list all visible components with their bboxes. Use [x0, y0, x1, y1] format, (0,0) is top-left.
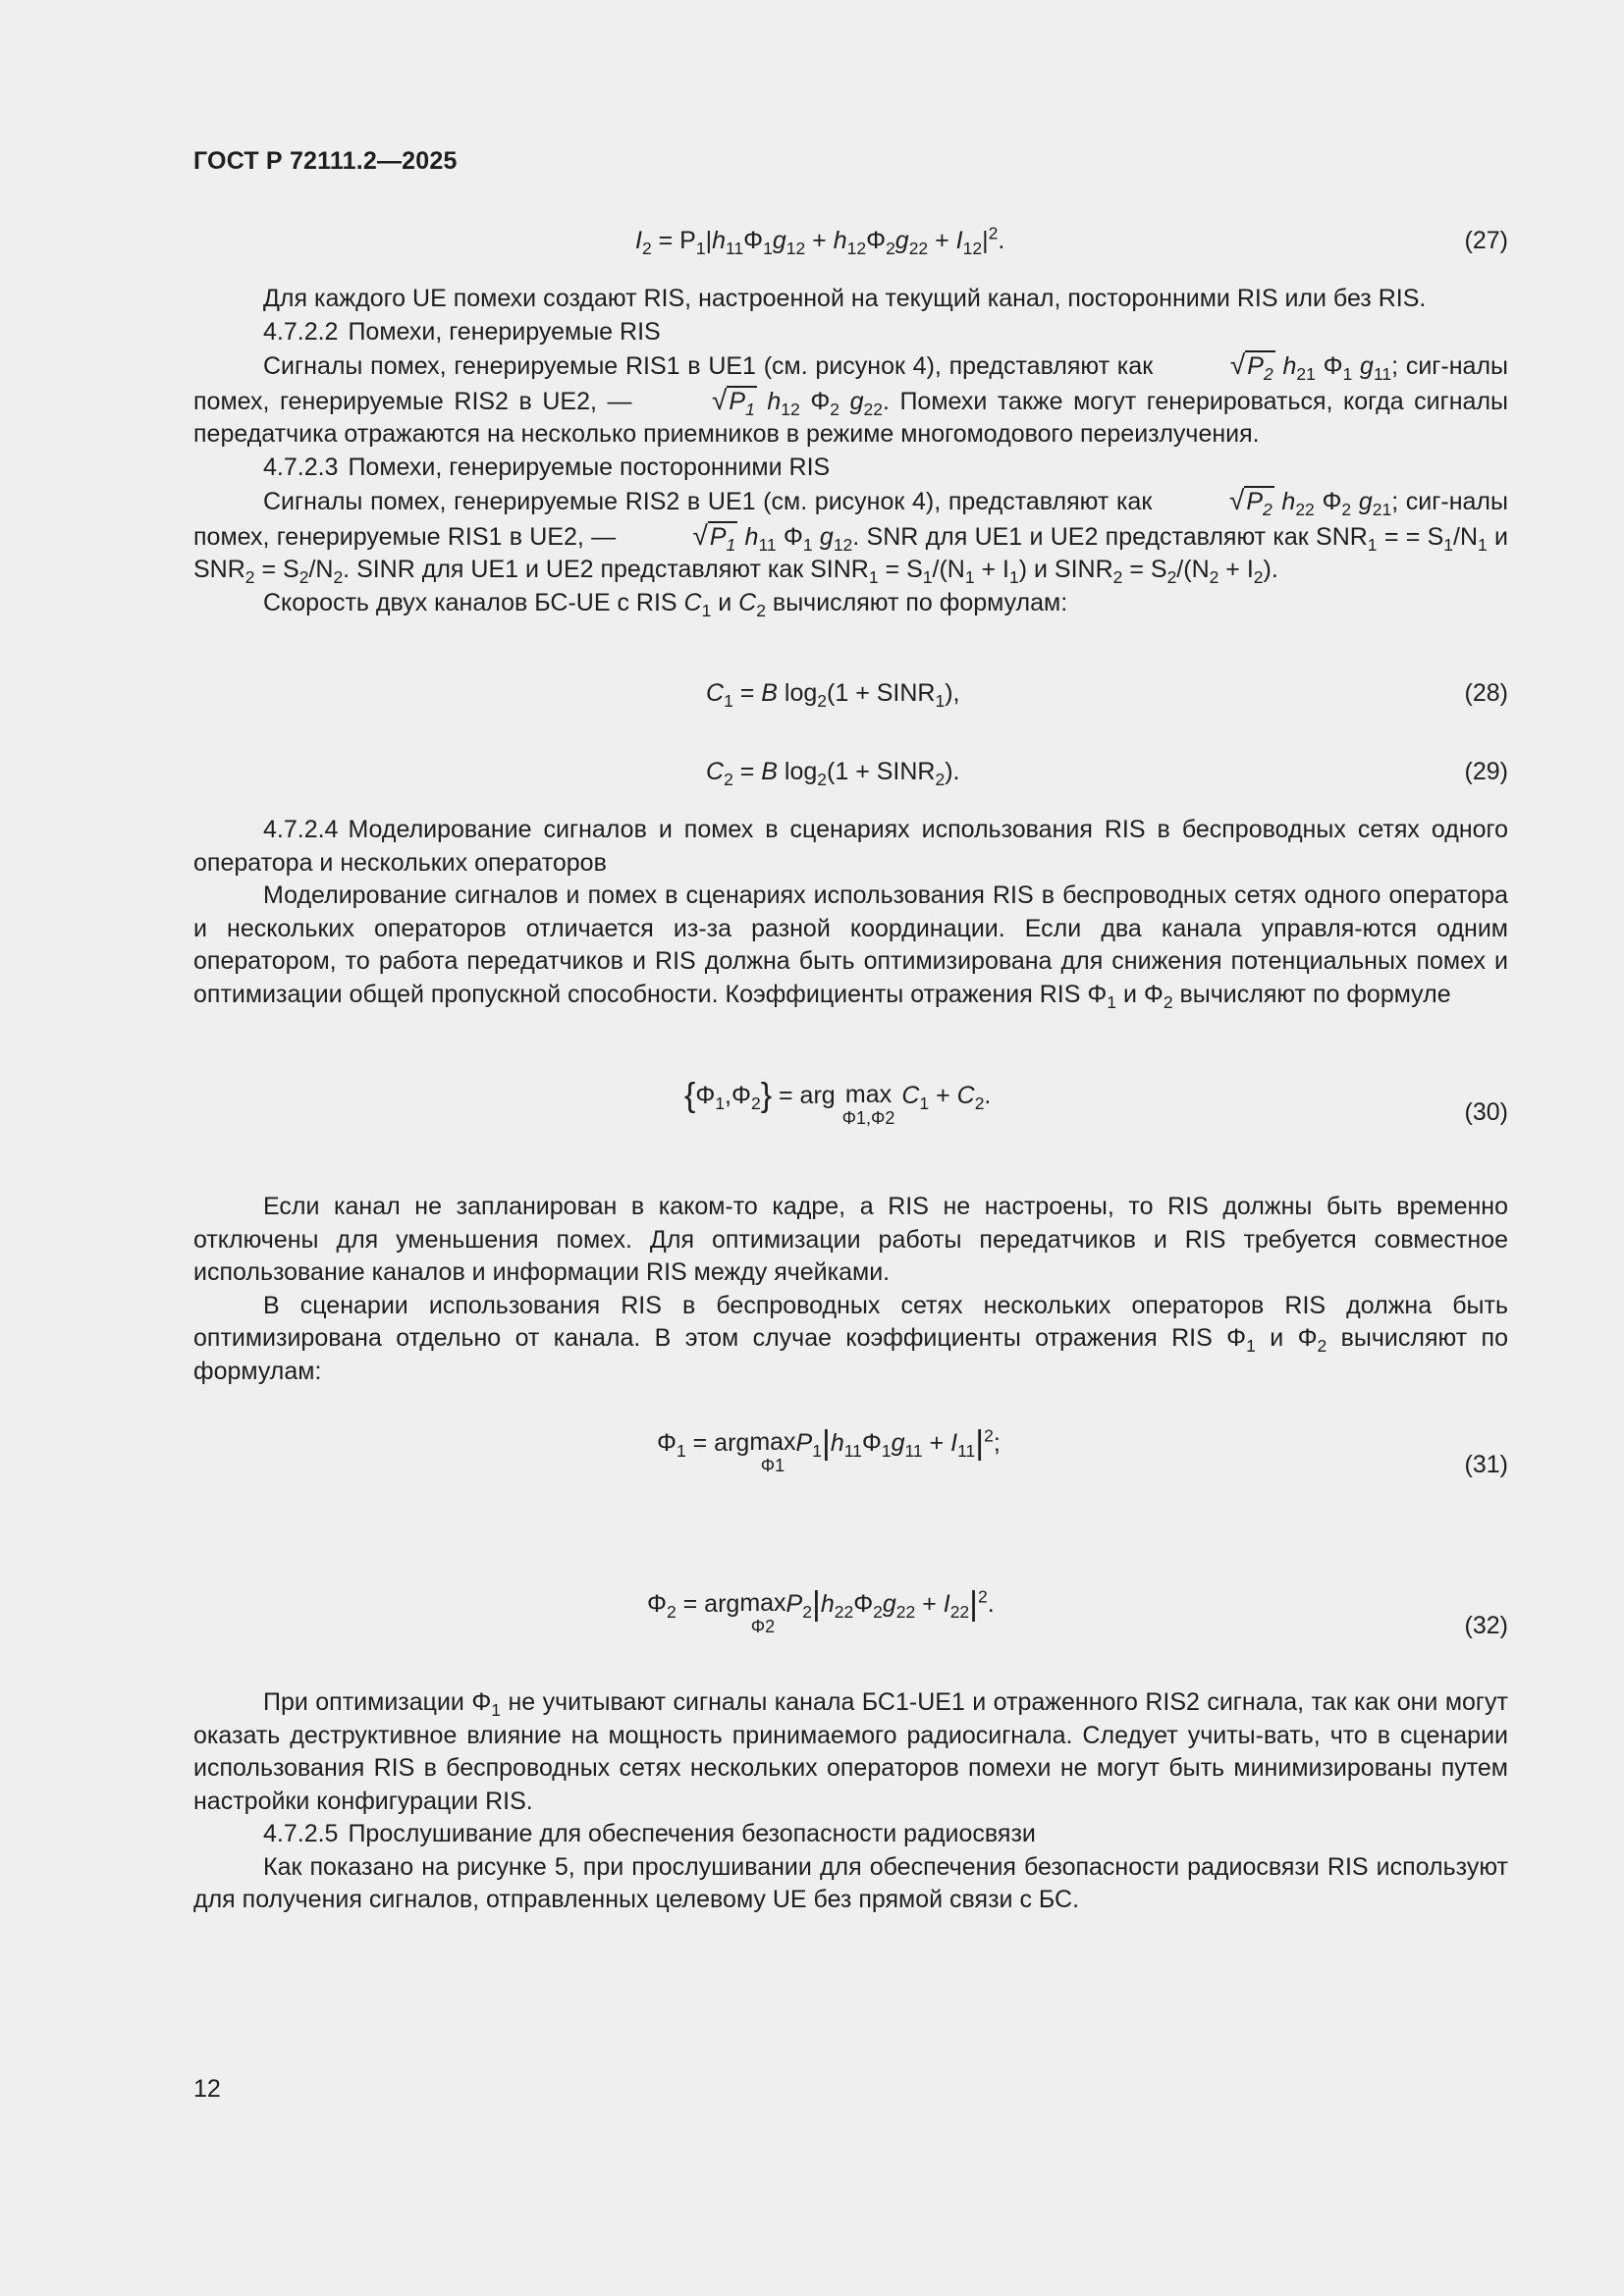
- equation-28-number: (28): [1464, 679, 1508, 707]
- paragraph-1: Для каждого UE помехи создают RIS, настроенной на текущий канал, посторонними RIS или без RIS.: [263, 285, 1427, 312]
- text-block-c: [193, 1191, 1508, 1388]
- page-number: 12: [193, 2075, 221, 2103]
- equation-28-formula: $C_1 = B$ $\log_2(1$ + $SINR_1$),: [706, 679, 960, 711]
- paragraph-9: Как показано на рисунке 5, при прослушивании для обеспечения безопасности радиосвязи RIS используют для получения сигналов, отправленных целевому UE без прямой связи с БС.: [193, 1852, 1508, 1913]
- paragraph-6: Если канал не запланирован в каком-то кадре, а RIS не настроены, то RIS должны быть временно отключены для уменьшения помех. Для оптимизации работы передатчиков и RIS требуется совместное использование каналов и информации RIS между ячейками.: [193, 1193, 1508, 1286]
- equation-30: [193, 1077, 1508, 1160]
- equation-27-number: (27): [1464, 227, 1508, 254]
- heading-4725: 4.7.2.5 Прослушивание для обеспечения безопасности радиосвязи: [263, 1820, 1036, 1847]
- paragraph-2: Сигналы помех, генерируемые RIS1 в UE1 (см. рисунок 4), представляют как $√P_2$ $h_{21}$ $\Phi_1$ $g_{11}$; сиг-налы помех, генерируемые RIS2 в UE2, — $√P_1$ $h_{12}$ $\Phi_2$ $g_{22}$. Помехи также могут генерироваться, когда сигналы передатчика отражаются на несколько приемников в режиме многомодового переизлучения.: [193, 349, 1509, 448]
- equation-31-number: (31): [1464, 1451, 1508, 1478]
- equation-28: [193, 679, 1508, 719]
- heading-4722: 4.7.2.2 Помехи, генерируемые RIS: [263, 317, 661, 346]
- equation-29-number: (29): [1464, 758, 1508, 785]
- equation-30-number: (30): [1464, 1098, 1508, 1126]
- equation-29-formula: $C_2 = B$ $\log_2(1$ + $SINR_2$).: [706, 758, 960, 789]
- equation-32-formula: $\Phi_2$ = arg max Φ2 $P_2|h_{22}\Phi_2g_{22} + I_{22}|^2$.: [647, 1585, 995, 1636]
- equation-27: [193, 223, 1508, 266]
- paragraph-8: При оптимизации $\Phi_1$ не учитывают сигналы канала БС1-UE1 и отраженного RIS2 сигнала, так как они могут оказать деструктивное влияние на мощность принимаемого радиосигнала. Следует учиты-вать, что в сценарии использования RIS в беспроводных сетях нескольких операторов помехи не могут быть минимизированы путем настройки конфигурации RIS.: [193, 1688, 1508, 1815]
- paragraph-4: Скорость двух каналов БС-UE с RIS $C_1$ и $C_2$ вычисляют по формулам:: [263, 588, 1068, 620]
- paragraph-5: Моделирование сигналов и помех в сценариях использования RIS в беспроводных сетях одного оператора и нескольких операторов отличается из-за разной координации. Если два канала управля-ются одним оператором, то работа передатчиков и RIS должна быть оптимизирована для снижения потенциальных помех и оптимизации общей пропускной способности. Коэффициенты отражения RIS $\Phi_1$ и $\Phi_2$ вычисляют по формуле: [193, 881, 1508, 1012]
- equation-30-formula: $\{\Phi_1,\Phi_2\}$ = arg max Φ1,Φ2 $C_1 + C_2$.: [684, 1077, 992, 1128]
- paragraph-3: Сигналы помех, генерируемые RIS2 в UE1 (см. рисунок 4), представляют как $√P_2$ $h_{22}$ $\Phi_2$ $g_{21}$; сиг-налы помех, генерируемые RIS1 в UE2, — $√P_1$ $h_{11}$ $\Phi_1$ $g_{12}$. SNR для UE1 и UE2 представляют как $SNR_1$ = = $S_1/N_1$ и $SNR_2 = S_2/N_2$. SINR для UE1 и UE2 представляют как $SINR_1 = S_1/(N_1 + I_1)$ и $SINR_2 = S_2/(N_2 + I_2)$.: [193, 485, 1508, 587]
- heading-4724: 4.7.2.4 Моделирование сигналов и помех в сценариях использования RIS в беспроводных сетях одного оператора и нескольких операторов: [193, 816, 1508, 877]
- text-block-d: [193, 1686, 1508, 1917]
- equation-32-number: (32): [1464, 1612, 1508, 1639]
- equation-31-formula: $\Phi_1$ = arg max Φ1 $P_1|h_{11}\Phi_1g_{11} + I_{11}|^2$;: [657, 1424, 1001, 1475]
- equation-29: [193, 758, 1508, 797]
- sqrt-p1: $√P_1$: [712, 384, 755, 419]
- equation-32: [193, 1585, 1508, 1669]
- standard-designation: ГОСТ Р 72111.2—2025: [193, 147, 458, 175]
- sqrt-p2: $√P_2$: [1229, 349, 1273, 384]
- text-block-a: [193, 283, 1508, 619]
- heading-4723: 4.7.2.3 Помехи, генерируемые посторонними RIS: [263, 453, 831, 481]
- equation-31: [193, 1424, 1508, 1508]
- text-block-b: [193, 814, 1508, 1011]
- equation-27-formula: $I_2 = P_1|h_{11}\Phi_1g_{12} + h_{12}\Phi_2g_{22} + I_{12}|^2$.: [635, 223, 1005, 258]
- paragraph-7: В сценарии использования RIS в беспроводных сетях нескольких операторов RIS должна быть оптимизирована отдельно от канала. В этом случае коэффициенты отражения RIS $\Phi_1$ и $\Phi_2$ вычисляют по формулам:: [193, 1291, 1508, 1385]
